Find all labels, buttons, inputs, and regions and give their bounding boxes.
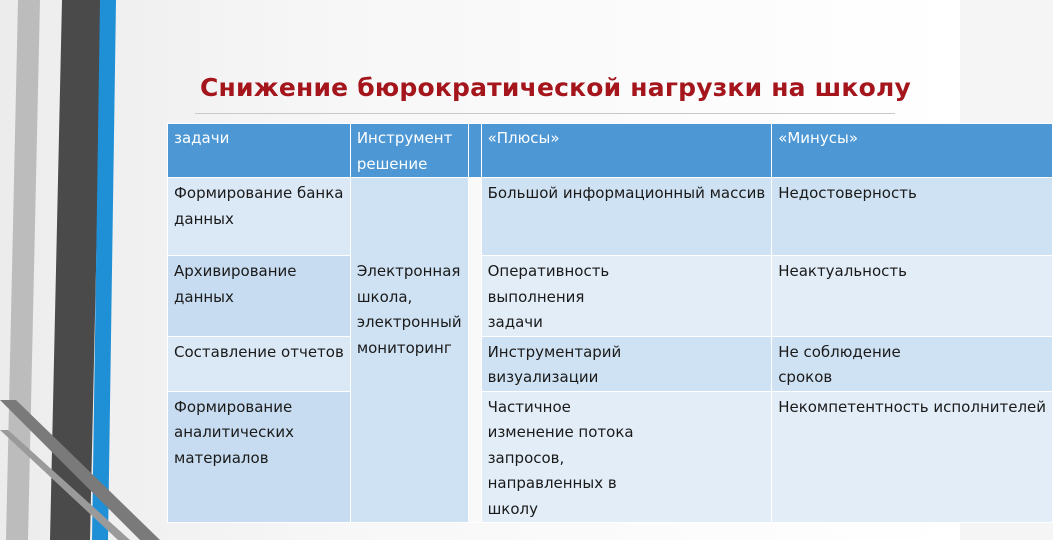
task-cell: Составление отчетов — [168, 336, 351, 391]
header-pros: «Плюсы» — [481, 124, 772, 178]
table-row — [168, 336, 1053, 391]
task-cell: Формирование банка данных — [168, 178, 351, 256]
cons-cell: Неактуальность — [772, 256, 1053, 337]
pros-cell: Инструментарий визуализации — [481, 336, 772, 391]
comparison-table — [167, 123, 1053, 523]
pros-cell: Оперативность выполнения задачи — [481, 256, 772, 337]
header-cons: «Минусы» — [772, 124, 1053, 178]
title-underline — [195, 113, 895, 114]
pros-cell: Большой информационный массив — [481, 178, 772, 256]
table-header-row — [168, 124, 1053, 178]
cons-cell: Некомпетентность исполнителей — [772, 391, 1053, 523]
column-gap — [468, 178, 481, 523]
pros-cell: Частичное изменение потока запросов, направленных в школу — [481, 391, 772, 523]
table-row — [168, 391, 1053, 523]
cons-cell: Недостоверность — [772, 178, 1053, 256]
table-row — [168, 178, 1053, 256]
task-cell: Формирование аналитических материалов — [168, 391, 351, 523]
cons-cell: Не соблюдение сроков — [772, 336, 1053, 391]
header-tool: Инструмент решение — [350, 124, 468, 178]
task-cell: Архивирование данных — [168, 256, 351, 337]
column-gap — [468, 124, 481, 178]
slide-title: Снижение бюрократической нагрузки на школу — [200, 73, 911, 102]
header-tasks: задачи — [168, 124, 351, 178]
tool-cell: Электронная школа, электронный мониторинг — [350, 178, 468, 523]
table-row — [168, 256, 1053, 337]
